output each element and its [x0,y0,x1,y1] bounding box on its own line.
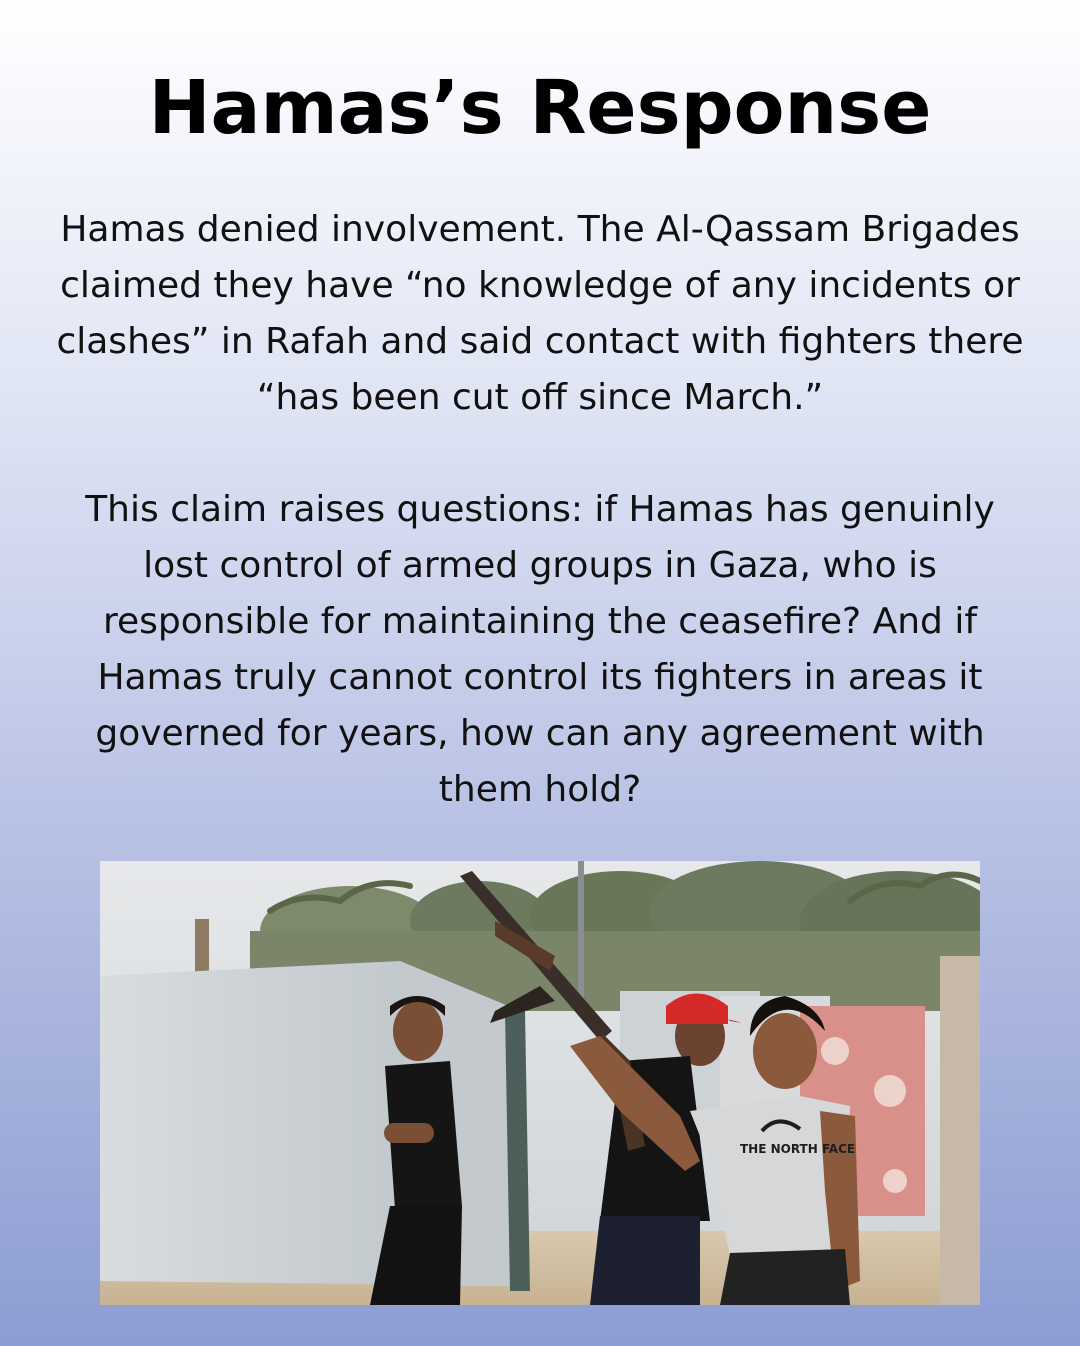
paragraph-questions: This claim raises questions: if Hamas has genuinly lost control of armed groups in Gaza, who is responsible for maintaining the ceasefire? And if Hamas truly cannot control its fighters in areas it governed for years, how can any agreement with them hold? [85,489,995,810]
shirt-logo-text: THE NORTH FACE [740,1142,856,1156]
paragraph-denial: Hamas denied involvement. The Al-Qassam Brigades claimed they have “no knowledge of any incidents or clashes” in Rafah and said contact with fighters there “has been cut off since March.” [56,209,1024,418]
news-photo [100,861,980,1305]
slide-title: Hamas’s Response [148,65,932,151]
